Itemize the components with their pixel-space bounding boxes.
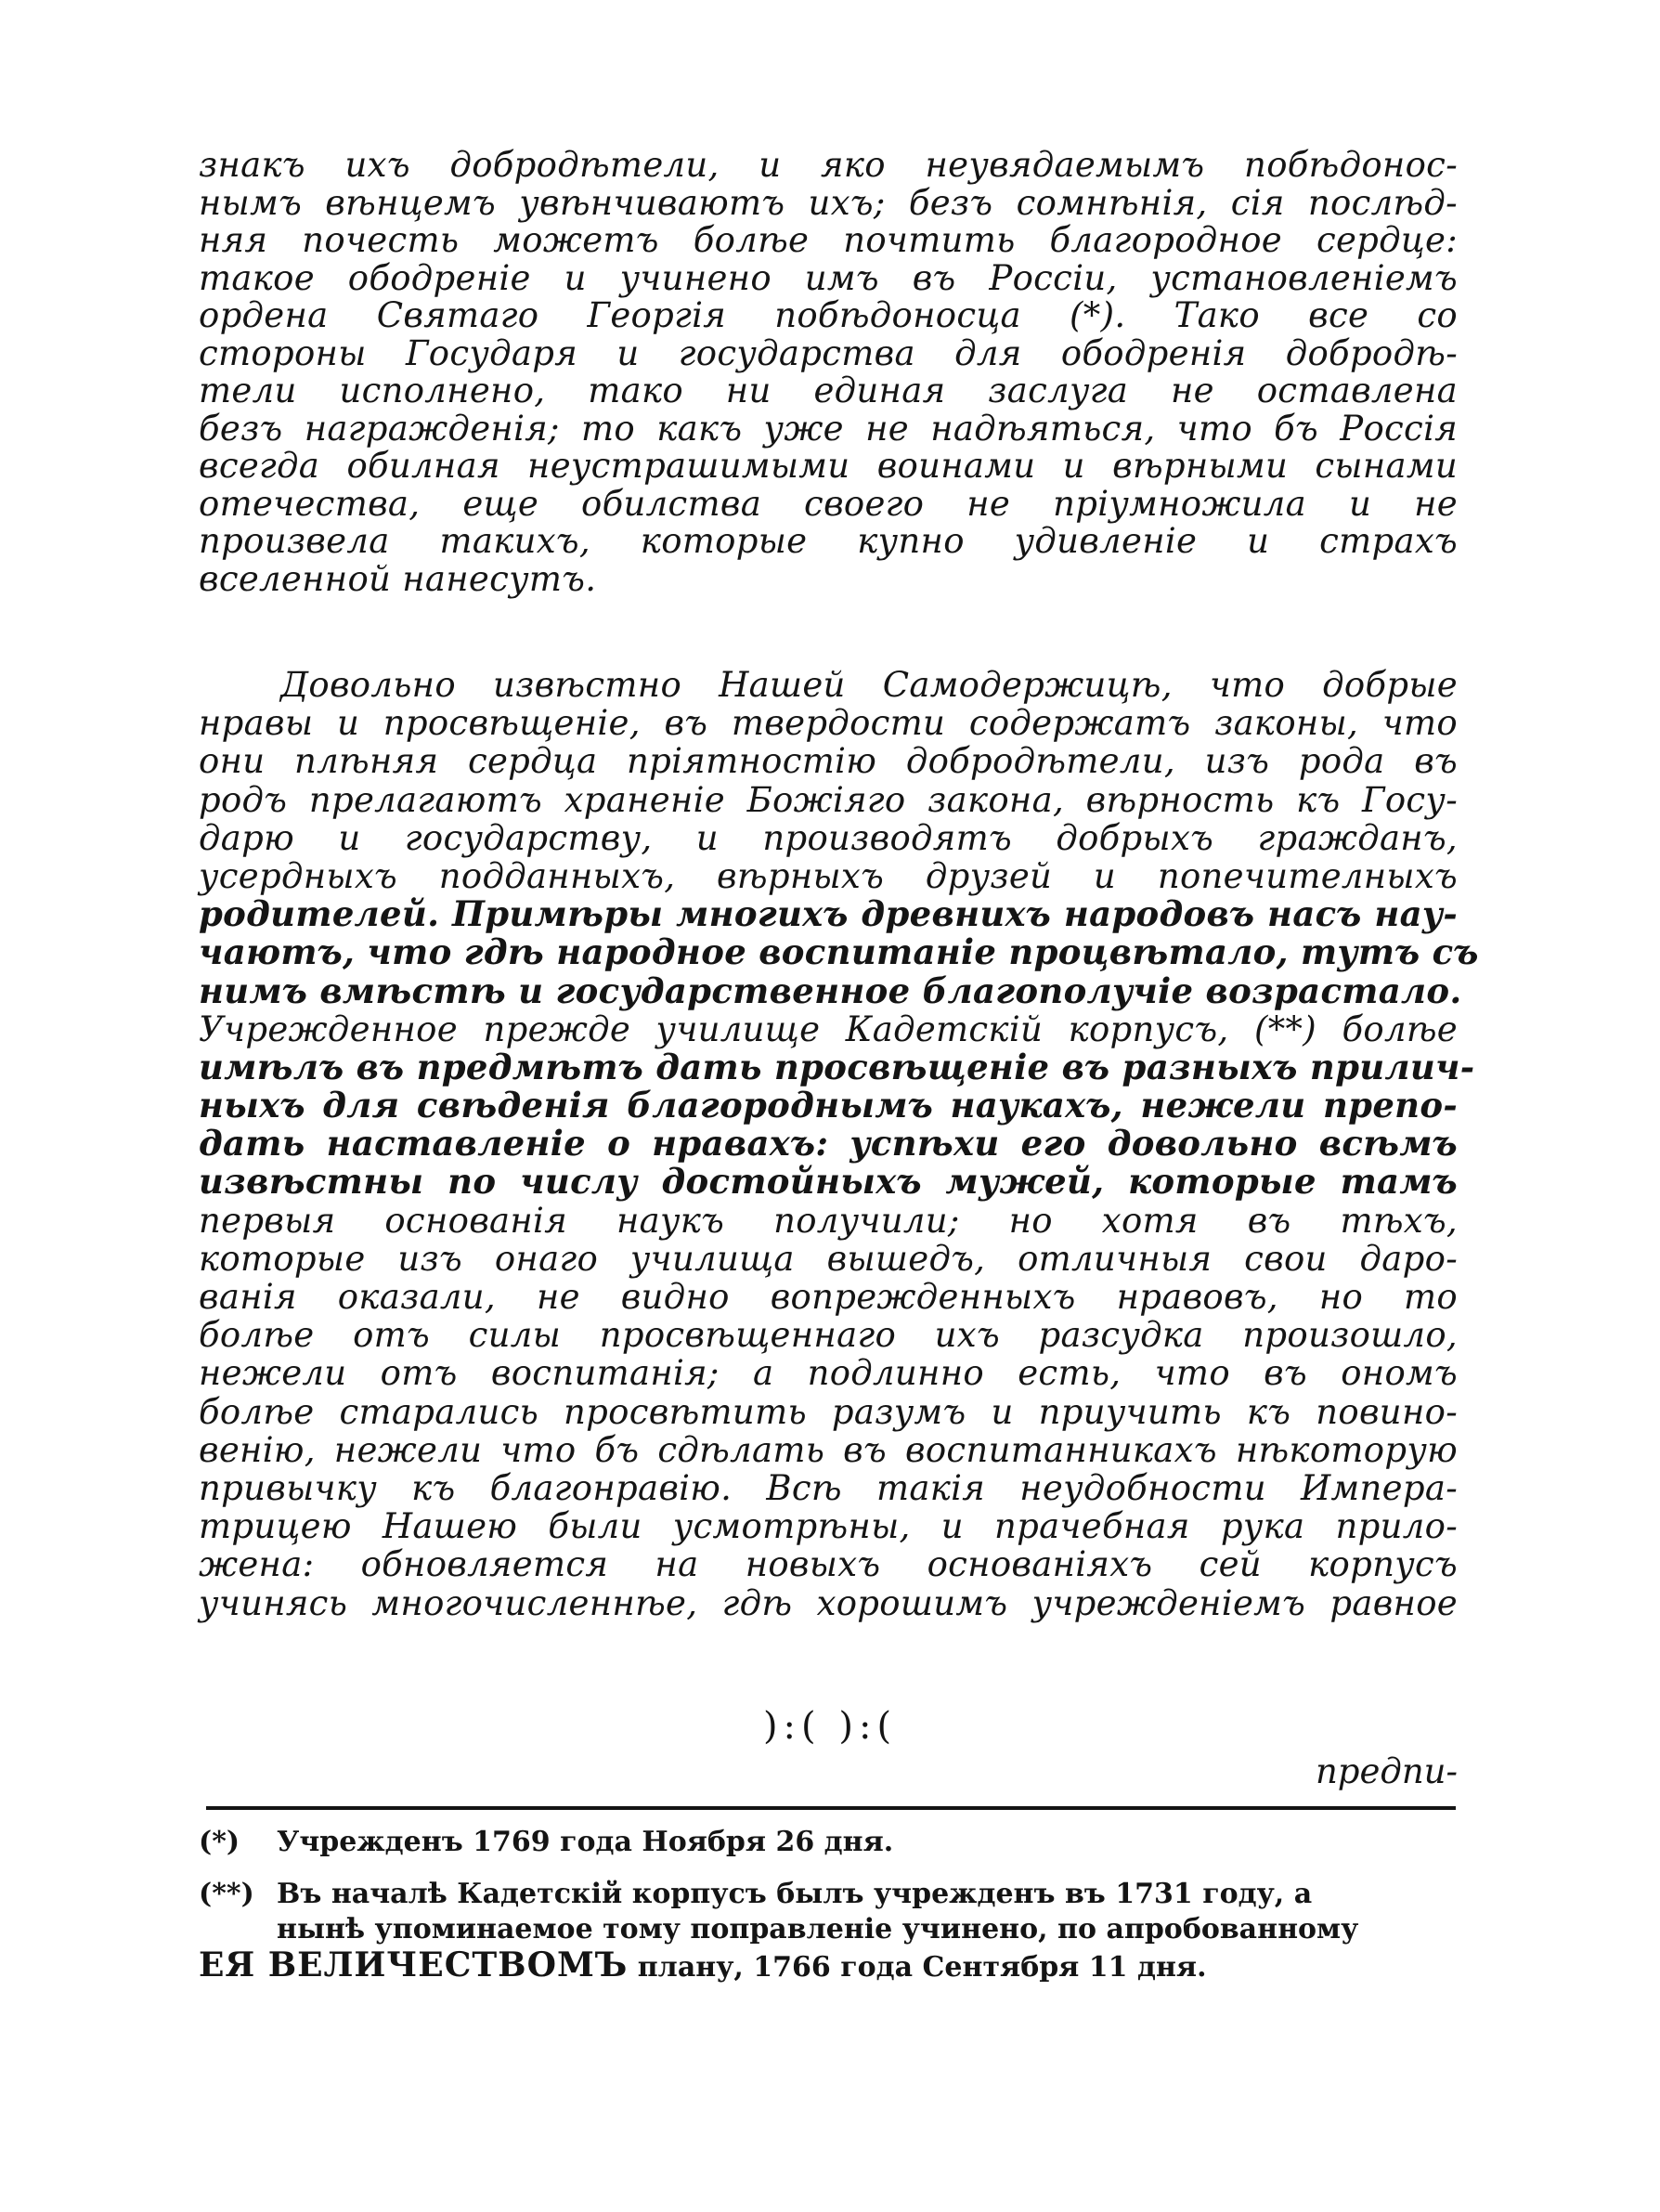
text-line: тели исполнено, тако ни единая заслуга не оставлена xyxy=(199,371,1458,410)
footnote-text: нынѣ упоминаемое тому поправленіе учинено, по апробованному xyxy=(277,1913,1359,1945)
text-line: они плѣняя сердца пріятностію добродѣтели, изъ рода въ xyxy=(199,741,1458,782)
text-line: жена: обновляется на новыхъ основаніяхъ сей корпусъ xyxy=(199,1544,1458,1585)
text-line: всегда обилная неустрашимыми воинами и вѣрными сынами xyxy=(199,446,1458,486)
text-line: нымъ вѣнцемъ увѣнчиваютъ ихъ; безъ сомнѣнія, сія послѣд- xyxy=(199,182,1458,223)
footnote-text: Учрежденъ 1769 года Ноября 26 дня. xyxy=(277,1826,894,1858)
text-line: болѣе отъ силы просвѣщеннаго ихъ разсудка произошло, xyxy=(199,1315,1458,1356)
footnote-text: Въ началѣ Кадетскій корпусъ былъ учрежденъ въ 1731 году, а xyxy=(277,1878,1313,1910)
text-line: которые изъ онаго училища вышедъ, отличныя свои даро- xyxy=(199,1238,1458,1279)
text-line: няя почесть можетъ болѣе почтить благородное сердце: xyxy=(199,220,1458,260)
paragraph-1 xyxy=(199,147,1458,598)
footnote-1 xyxy=(199,1825,1459,1860)
text-line: чаютъ, что гдѣ народное воспитаніе процвѣтало, тутъ съ xyxy=(199,931,1479,973)
text-line: родъ прелагаютъ храненіе Божіяго закона, вѣрность къ Госу- xyxy=(199,779,1458,820)
text-line: Довольно извѣстно Нашей Самодержицѣ, что добрые xyxy=(280,665,1458,705)
text-line: дарю и государству, и производятъ добрыхъ гражданъ, xyxy=(199,817,1458,858)
text-line: венію, нежели что бъ сдѣлать въ воспитанникахъ нѣкоторую xyxy=(199,1429,1458,1470)
text-line: учинясь многочисленнѣе, гдѣ хорошимъ учрежденіемъ равное xyxy=(199,1582,1458,1623)
text-line: родителей. Примѣры многихъ древнихъ народовъ насъ нау- xyxy=(199,893,1458,935)
text-line: нимъ вмѣстѣ и государственное благополучіе возрастало. xyxy=(199,969,1462,1011)
signature-ornament: ):( ):( xyxy=(762,1705,898,1748)
text-line: извѣстны по числу достойныхъ мужей, которые тамъ xyxy=(199,1161,1458,1203)
text-line: усердныхъ подданныхъ, вѣрныхъ друзей и попечителныхъ xyxy=(199,855,1458,896)
text-line: нравы и просвѣщеніе, въ твердости содержатъ законы, что xyxy=(199,703,1458,744)
text-line: ордена Святаго Георгія побѣдоносца (*). Тако все со xyxy=(199,295,1458,335)
footnote-marker: (*) xyxy=(199,1826,240,1858)
catchword: предпи- xyxy=(1315,1751,1458,1791)
text-line: привычку къ благонравію. Всѣ такія неудобности Импера- xyxy=(199,1467,1458,1508)
footnote-text: плану, 1766 года Сентября 11 дня. xyxy=(628,1951,1207,1984)
text-line: знакъ ихъ добродѣтели, и яко неувядаемымъ побѣдонос- xyxy=(199,145,1458,185)
footnote-2 xyxy=(199,1877,1459,1983)
footnotes xyxy=(199,1825,1459,1983)
text-line: ванія оказали, не видно вопрежденныхъ нравовъ, но то xyxy=(199,1277,1458,1317)
text-line: Учрежденное прежде училище Кадетскій корпусъ, (**) болѣе xyxy=(199,1008,1458,1049)
footnote-divider xyxy=(206,1806,1456,1810)
text-line: нежели отъ воспитанія; а подлинно есть, что въ ономъ xyxy=(199,1353,1458,1394)
text-line: первыя основанія наукъ получили; но хотя въ тѣхъ, xyxy=(199,1200,1458,1241)
text-line: отечества, еще обилства своего не пріумножила и не xyxy=(199,483,1458,524)
text-line: такое ободреніе и учинено имъ въ Россіи, установленіемъ xyxy=(199,257,1458,298)
text-line: дать наставленіе о нравахъ: успѣхи его довольно всѣмъ xyxy=(199,1123,1458,1165)
paragraph-2 xyxy=(199,665,1479,1623)
text-line: безъ награжденія; то какъ уже не надѣяться, что бъ Россія xyxy=(199,408,1458,449)
footnote-marker: (**) xyxy=(199,1878,254,1910)
text-line: трицею Нашею были усмотрѣны, и прачебная рука прило- xyxy=(199,1506,1458,1547)
text-line: вселенной нанесутъ. xyxy=(199,558,597,599)
text-line: болѣе старались просвѣтить разумъ и приучить къ повино- xyxy=(199,1391,1458,1432)
text-line: стороны Государя и государства для ободренія добродѣ- xyxy=(199,332,1458,373)
text-line: ныхъ для свѣденія благороднымъ наукахъ, нежели препо- xyxy=(199,1085,1458,1126)
text-line: произвела такихъ, которые купно удивленіе и страхъ xyxy=(199,521,1458,561)
text-line: имѣлъ въ предмѣтъ дать просвѣщеніе въ разныхъ прилич- xyxy=(199,1046,1475,1087)
footnote-caps-text: ЕЯ ВЕЛИЧЕСТВОМЪ xyxy=(199,1945,629,1984)
